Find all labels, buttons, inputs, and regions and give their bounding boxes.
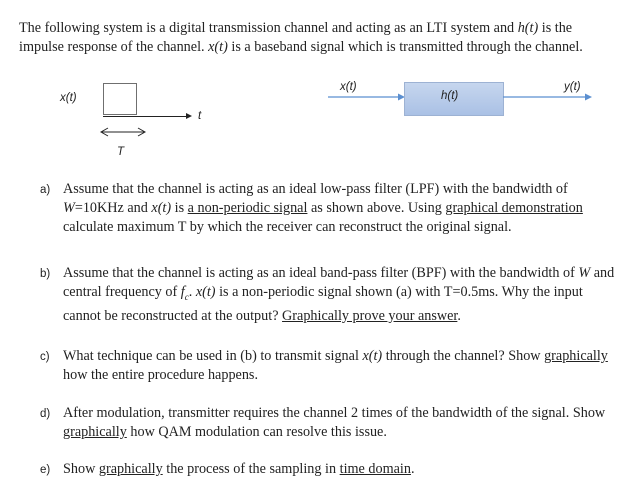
time-axis-label: t — [198, 110, 202, 122]
filter-label: h(t) — [441, 90, 459, 102]
channel-input-label: x(t) — [340, 81, 357, 93]
question-d-marker: d) — [40, 408, 51, 420]
width-double-arrow — [98, 126, 148, 138]
output-arrow — [503, 92, 593, 102]
question-e-marker: e) — [40, 464, 51, 476]
output-label: y(t) — [564, 81, 581, 93]
time-axis — [103, 116, 187, 117]
intro-paragraph: The following system is a digital transmission channel and acting as an LTI system and h(t) is the impulse response of the channel. x(t) is a baseband signal which is transmitted through the channel. — [19, 20, 583, 55]
question-d: d) After modulation, transmitter requires the channel 2 times of the bandwidth of the signal. Show graphically how QAM modulation can resolve this issue. — [40, 405, 606, 440]
question-c: c) What technique can be used in (b) to transmit signal x(t) through the channel? Show graphically how the entire procedure happens. — [40, 348, 608, 383]
question-e: e) Show graphically the process of the sampling in time domain. — [40, 460, 620, 479]
x-t-symbol: x(t) — [208, 39, 228, 55]
question-a-marker: a) — [40, 184, 51, 196]
h-t-symbol: h(t) — [517, 20, 539, 36]
input-arrow — [328, 92, 406, 102]
question-b: b) Assume that the channel is acting as an ideal band-pass filter (BPF) with the bandwidth of W and central frequency of $f_c$. x(t) is a non-periodic signal shown (a) with T=0.5ms. Why the input cannot be reconstructed at the output? Graphically prove your answer. — [40, 265, 615, 324]
question-a: a) Assume that the channel is acting as an ideal low-pass filter (LPF) with the bandwidth of W=10KHz and x(t) is a non-periodic signal as shown above. Using graphical demonstration calculate maximum T by which the receiver can reconstruct the original signal. — [40, 181, 583, 235]
question-c-marker: c) — [40, 351, 50, 363]
system-diagram — [0, 80, 644, 170]
time-axis-arrowhead — [186, 113, 192, 119]
pulse-width-label: T — [117, 146, 125, 158]
signal-x-label: x(t) — [60, 92, 77, 104]
rectangular-pulse — [103, 83, 137, 115]
question-b-marker: b) — [40, 268, 51, 280]
